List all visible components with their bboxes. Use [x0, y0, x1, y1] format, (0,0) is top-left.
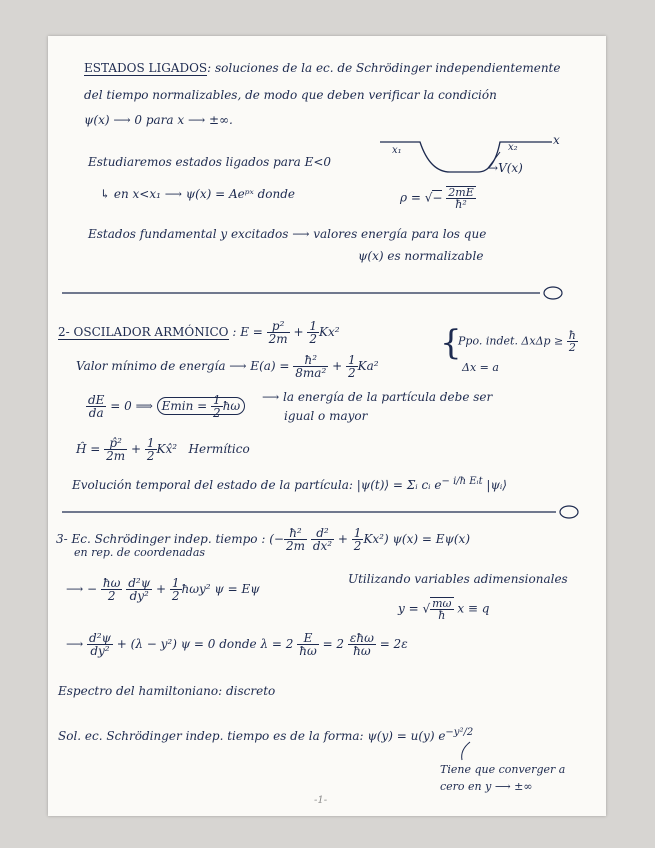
one: 1 [353, 526, 362, 540]
min-energy-label: Valor mínimo de energía ⟶ E(a) = [76, 359, 290, 373]
d2: d² [311, 527, 334, 540]
region-line: ↳ en x<x₁ ⟶ ψ(x) = Aeᵖˣ donde [100, 187, 296, 201]
dy2: dy² [129, 589, 149, 603]
energy-lhs: : E = [232, 325, 263, 339]
evolution-exponent: − i/ħ Eᵢt [441, 476, 483, 487]
solution-exponent: −y²/2 [445, 727, 474, 738]
eps-hbar-omega: εħω [349, 631, 374, 645]
kx-hat-squared: Kx̂² [156, 442, 178, 456]
eight-m-a2: 8ma² [295, 366, 327, 380]
uncertainty-brace: { [440, 323, 462, 363]
dimensionless-note: Utilizando variables adimensionales [348, 572, 568, 586]
hbar-omega: ħω [299, 644, 317, 658]
dx2: dx² [312, 539, 333, 553]
solution-eq: ψ(y) = u(y) e [367, 729, 446, 743]
arrow: ⟶ − [66, 582, 98, 596]
two: 2 [568, 341, 576, 354]
d2psi: d²ψ [89, 631, 111, 645]
intro-line-1: : soluciones de la ec. de Schrödinger independientemente [207, 61, 561, 75]
spectrum-line: Espectro del hamiltoniano: discreto [58, 684, 276, 698]
one: 1 [146, 436, 155, 450]
intro-line-3: ψ(x) ⟶ 0 para x ⟶ ±∞. [84, 113, 233, 127]
states-line-1: Estados fundamental y excitados ⟶ valores energía para los que [88, 227, 487, 241]
sch-subheading: en rep. de coordenadas [74, 546, 206, 559]
hbar-omega: ħω [222, 399, 241, 413]
potential-label: →V(x) [488, 161, 523, 175]
hbar-squared: ħ² [284, 527, 307, 540]
converge-note-1: Tiene que converger a [440, 763, 566, 776]
two-m: 2m [285, 539, 305, 553]
hbar: ħ [438, 609, 446, 622]
lambda-end: = 2ε [379, 637, 408, 651]
hermitian-note: Hermítico [188, 442, 250, 456]
rho-minus: − [432, 190, 443, 205]
se-tail: Kx²) ψ(x) = Eψ(x) [363, 532, 471, 546]
ka2: Ka² [357, 359, 379, 373]
plus-sign: + [155, 582, 167, 596]
rho-lhs: ρ = √ [400, 190, 433, 205]
two: 2 [353, 539, 362, 553]
paren-open: (− [269, 532, 284, 546]
two: 2 [213, 406, 221, 420]
one: 1 [309, 319, 318, 333]
study-line: Estudiaremos estados ligados para E<0 [88, 155, 332, 169]
emin-note-1: ⟶ la energía de la partícula debe ser [262, 390, 493, 404]
dim-tail: ħωy² ψ = Eψ [181, 582, 260, 596]
two: 2 [171, 589, 180, 603]
x-axis-label: x [553, 133, 560, 147]
plus-sign: + [337, 532, 348, 546]
emin-lhs: Emin = [161, 399, 208, 413]
intro-line-2: del tiempo normalizables, de modo que deben verificar la condición [84, 88, 497, 102]
x2-label: x₂ [508, 142, 518, 153]
da: da [88, 406, 104, 420]
lambda-mid: = 2 [322, 637, 345, 651]
potential-text: V(x) [498, 161, 523, 175]
hbar-omega: ħω [102, 576, 121, 590]
sch-heading: 3- Ec. Schrödinger indep. tiempo : [56, 532, 266, 546]
hbar-omega: ħω [353, 644, 371, 658]
states-line-2: ψ(x) es normalizable [358, 249, 484, 263]
two: 2 [146, 449, 155, 463]
two: 2 [347, 366, 356, 380]
emin-note-2: igual o mayor [284, 409, 368, 423]
two: 2 [309, 332, 318, 346]
oscillator-heading: 2- OSCILADOR ARMÓNICO [58, 325, 229, 339]
arrow: ⟶ [66, 637, 84, 651]
x1-label: x₁ [392, 145, 402, 156]
one: 1 [213, 393, 221, 407]
one: 1 [171, 576, 180, 590]
rho-den: ħ² [455, 198, 467, 211]
uncertainty-text: Ppo. indet. ΔxΔp ≥ [458, 334, 564, 348]
de: dE [88, 393, 105, 407]
plus-sign: + [131, 442, 142, 456]
solution-text: Sol. ec. Schrödinger indep. tiempo es de la forma: [58, 729, 364, 743]
two-m: 2m [106, 449, 126, 463]
reduced-tail: + (λ − y²) ψ = 0 donde λ = 2 [116, 637, 294, 651]
section-title: ESTADOS LIGADOS [84, 61, 208, 75]
plus-sign: + [332, 359, 343, 373]
p2: p² [267, 320, 290, 333]
dy2: dy² [90, 644, 110, 658]
evolution-text: Evolución temporal del estado de la partícula: |ψ(t)⟩ = Σᵢ cᵢ e [72, 478, 442, 492]
delta-x: Δx = a [462, 361, 499, 374]
y-lhs: y = √ [398, 601, 431, 616]
m-omega: mω [432, 597, 452, 610]
two: 2 [107, 589, 116, 603]
evolution-ket: |ψᵢ⟩ [486, 478, 507, 492]
h-lhs: Ĥ = [76, 442, 101, 456]
one: 1 [347, 353, 356, 367]
e: E [297, 632, 319, 645]
p-hat-squared: p̂² [104, 437, 127, 450]
hbar: ħ [568, 329, 576, 342]
plus-sign: + [293, 325, 304, 339]
two-m: 2m [268, 332, 288, 346]
hbar-squared: ħ² [293, 354, 328, 367]
converge-note-2: cero en y ⟶ ±∞ [440, 780, 533, 793]
rho-num: 2mE [448, 186, 474, 199]
derivative-eq: = 0 ⟹ [110, 399, 153, 413]
y-tail: x ≡ q [457, 601, 490, 616]
kx2: Kx² [319, 325, 340, 339]
d2psi: d²ψ [128, 576, 151, 590]
page-number: -1- [314, 795, 328, 806]
